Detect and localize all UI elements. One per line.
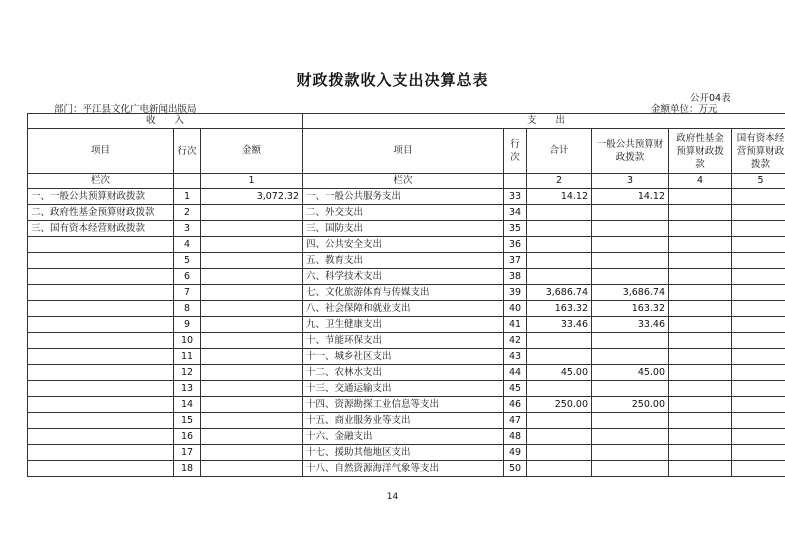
income-line-no: 2 — [174, 205, 201, 221]
expense-item: 十四、资源勘探工业信息等支出 — [303, 397, 504, 413]
expense-item: 四、公共安全支出 — [303, 237, 504, 253]
income-amount — [201, 333, 303, 349]
general-budget-amount — [592, 349, 669, 365]
income-line-no: 9 — [174, 317, 201, 333]
gov-fund-amount — [669, 413, 732, 429]
blank-cell — [174, 174, 201, 189]
gov-fund-header: 政府性基金预算财政拨款 — [669, 129, 732, 174]
fiscal-summary-table — [27, 113, 785, 477]
income-item — [28, 397, 174, 413]
expense-line-no: 50 — [504, 461, 527, 477]
total-amount — [527, 413, 592, 429]
income-amount — [201, 269, 303, 285]
income-line-no: 11 — [174, 349, 201, 365]
expense-line-no: 48 — [504, 429, 527, 445]
page-number: 14 — [386, 492, 399, 502]
income-item-header: 项目 — [28, 129, 174, 174]
table-row — [28, 397, 785, 413]
general-budget-amount: 33.46 — [592, 317, 669, 333]
gov-fund-amount — [669, 285, 732, 301]
expense-item: 三、国防支出 — [303, 221, 504, 237]
income-line-no: 3 — [174, 221, 201, 237]
state-capital-amount — [732, 317, 785, 333]
expense-line-no: 42 — [504, 333, 527, 349]
col-number-5: 5 — [732, 174, 785, 189]
income-line-no: 18 — [174, 461, 201, 477]
income-line-no: 12 — [174, 365, 201, 381]
expense-line-no: 49 — [504, 445, 527, 461]
income-item — [28, 285, 174, 301]
expense-line-no: 38 — [504, 269, 527, 285]
total-amount — [527, 461, 592, 477]
state-capital-amount — [732, 237, 785, 253]
state-capital-amount — [732, 397, 785, 413]
state-capital-amount — [732, 253, 785, 269]
income-amount: 3,072.32 — [201, 189, 303, 205]
total-amount — [527, 269, 592, 285]
blank-cell — [504, 174, 527, 189]
state-capital-amount — [732, 349, 785, 365]
total-amount — [527, 221, 592, 237]
income-item — [28, 349, 174, 365]
general-budget-amount: 3,686.74 — [592, 285, 669, 301]
state-capital-amount — [732, 381, 785, 397]
table-row — [28, 381, 785, 397]
state-capital-amount — [732, 189, 785, 205]
income-line-no: 6 — [174, 269, 201, 285]
income-line-no: 8 — [174, 301, 201, 317]
expense-item: 十、节能环保支出 — [303, 333, 504, 349]
income-line-no: 1 — [174, 189, 201, 205]
table-row — [28, 349, 785, 365]
expense-item: 五、教育支出 — [303, 253, 504, 269]
income-item — [28, 381, 174, 397]
total-amount: 163.32 — [527, 301, 592, 317]
expense-item: 十三、交通运输支出 — [303, 381, 504, 397]
state-capital-amount — [732, 301, 785, 317]
expense-item: 十五、商业服务业等支出 — [303, 413, 504, 429]
general-budget-amount — [592, 445, 669, 461]
state-capital-amount — [732, 445, 785, 461]
expense-item-header: 项目 — [303, 129, 504, 174]
income-amount-header: 金额 — [201, 129, 303, 174]
gov-fund-amount — [669, 189, 732, 205]
table-row — [28, 333, 785, 349]
gov-fund-amount — [669, 333, 732, 349]
income-item: 一、一般公共预算财政拨款 — [28, 189, 174, 205]
general-budget-amount — [592, 333, 669, 349]
expense-line-no: 45 — [504, 381, 527, 397]
expense-item: 八、社会保障和就业支出 — [303, 301, 504, 317]
income-item: 三、国有资本经营财政拨款 — [28, 221, 174, 237]
expense-line-no: 33 — [504, 189, 527, 205]
total-amount: 3,686.74 — [527, 285, 592, 301]
expense-item: 二、外交支出 — [303, 205, 504, 221]
total-amount — [527, 205, 592, 221]
total-amount — [527, 381, 592, 397]
table-row — [28, 413, 785, 429]
expense-line-no: 44 — [504, 365, 527, 381]
general-budget-amount — [592, 253, 669, 269]
gov-fund-amount — [669, 221, 732, 237]
expense-item: 十六、金融支出 — [303, 429, 504, 445]
gov-fund-amount — [669, 349, 732, 365]
table-row — [28, 189, 785, 205]
col-number-1: 1 — [201, 174, 303, 189]
table-row — [28, 285, 785, 301]
state-capital-amount — [732, 461, 785, 477]
expense-line-no: 47 — [504, 413, 527, 429]
income-amount — [201, 413, 303, 429]
gov-fund-amount — [669, 381, 732, 397]
income-line-no: 16 — [174, 429, 201, 445]
table-row — [28, 317, 785, 333]
total-header: 合计 — [527, 129, 592, 174]
table-row — [28, 429, 785, 445]
income-line-no: 17 — [174, 445, 201, 461]
gov-fund-amount — [669, 365, 732, 381]
unit-label: 金额单位：万元 — [651, 104, 718, 115]
expense-line-no: 46 — [504, 397, 527, 413]
expense-item: 十二、农林水支出 — [303, 365, 504, 381]
expense-line-no: 34 — [504, 205, 527, 221]
expense-item: 九、卫生健康支出 — [303, 317, 504, 333]
general-budget-amount — [592, 429, 669, 445]
total-amount — [527, 333, 592, 349]
form-code: 公开04表 — [690, 93, 731, 104]
col-number-2: 2 — [527, 174, 592, 189]
income-line-no: 15 — [174, 413, 201, 429]
income-amount — [201, 205, 303, 221]
table-body — [28, 189, 785, 477]
table-row — [28, 301, 785, 317]
expense-item: 十一、城乡社区支出 — [303, 349, 504, 365]
general-budget-amount — [592, 381, 669, 397]
income-amount — [201, 349, 303, 365]
general-budget-amount — [592, 205, 669, 221]
gov-fund-amount — [669, 317, 732, 333]
table-row — [28, 269, 785, 285]
income-amount — [201, 365, 303, 381]
state-capital-header: 国有资本经营预算财政拨款 — [732, 129, 785, 174]
income-amount — [201, 301, 303, 317]
gov-fund-amount — [669, 237, 732, 253]
state-capital-amount — [732, 269, 785, 285]
income-amount — [201, 253, 303, 269]
expense-line-no-header: 行次 — [504, 129, 527, 174]
general-budget-amount: 14.12 — [592, 189, 669, 205]
department-label: 部门：平江县文化广电新闻出版局 — [54, 104, 197, 115]
expense-col-label: 栏次 — [303, 174, 504, 189]
income-item — [28, 317, 174, 333]
income-item — [28, 253, 174, 269]
income-item — [28, 365, 174, 381]
table-row — [28, 253, 785, 269]
income-amount — [201, 237, 303, 253]
gov-fund-amount — [669, 429, 732, 445]
income-amount — [201, 397, 303, 413]
general-budget-amount: 45.00 — [592, 365, 669, 381]
state-capital-amount — [732, 205, 785, 221]
expense-item: 十八、自然资源海洋气象等支出 — [303, 461, 504, 477]
income-item — [28, 269, 174, 285]
income-item — [28, 461, 174, 477]
income-line-no: 14 — [174, 397, 201, 413]
general-budget-amount: 250.00 — [592, 397, 669, 413]
expense-item: 一、一般公共服务支出 — [303, 189, 504, 205]
gov-fund-amount — [669, 253, 732, 269]
expense-line-no: 43 — [504, 349, 527, 365]
table-row — [28, 237, 785, 253]
income-item: 二、政府性基金预算财政拨款 — [28, 205, 174, 221]
state-capital-amount — [732, 413, 785, 429]
total-amount: 14.12 — [527, 189, 592, 205]
income-section-header: 收 入 — [28, 114, 303, 129]
table-row — [28, 205, 785, 221]
expense-line-no: 40 — [504, 301, 527, 317]
income-amount — [201, 445, 303, 461]
expense-section-header: 支 出 — [303, 114, 785, 129]
total-amount: 250.00 — [527, 397, 592, 413]
total-amount — [527, 349, 592, 365]
income-amount — [201, 317, 303, 333]
gov-fund-amount — [669, 397, 732, 413]
gov-fund-amount — [669, 205, 732, 221]
expense-item: 七、文化旅游体育与传媒支出 — [303, 285, 504, 301]
total-amount: 33.46 — [527, 317, 592, 333]
expense-item: 十七、援助其他地区支出 — [303, 445, 504, 461]
expense-line-no: 37 — [504, 253, 527, 269]
table-row — [28, 445, 785, 461]
income-line-no: 4 — [174, 237, 201, 253]
gov-fund-amount — [669, 461, 732, 477]
table-row — [28, 461, 785, 477]
state-capital-amount — [732, 365, 785, 381]
total-amount — [527, 445, 592, 461]
income-item — [28, 429, 174, 445]
income-item — [28, 333, 174, 349]
general-budget-amount — [592, 237, 669, 253]
state-capital-amount — [732, 429, 785, 445]
gov-fund-amount — [669, 301, 732, 317]
expense-line-no: 35 — [504, 221, 527, 237]
income-item — [28, 301, 174, 317]
total-amount — [527, 429, 592, 445]
general-budget-header: 一般公共预算财政拨款 — [592, 129, 669, 174]
col-number-3: 3 — [592, 174, 669, 189]
expense-line-no: 41 — [504, 317, 527, 333]
total-amount — [527, 253, 592, 269]
income-line-no-header: 行次 — [174, 129, 201, 174]
general-budget-amount: 163.32 — [592, 301, 669, 317]
income-item — [28, 237, 174, 253]
income-line-no: 13 — [174, 381, 201, 397]
state-capital-amount — [732, 333, 785, 349]
income-col-label: 栏次 — [28, 174, 174, 189]
income-item — [28, 413, 174, 429]
income-item — [28, 445, 174, 461]
col-number-4: 4 — [669, 174, 732, 189]
expense-line-no: 39 — [504, 285, 527, 301]
state-capital-amount — [732, 221, 785, 237]
general-budget-amount — [592, 221, 669, 237]
table-row — [28, 221, 785, 237]
total-amount — [527, 237, 592, 253]
income-amount — [201, 285, 303, 301]
total-amount: 45.00 — [527, 365, 592, 381]
expense-item: 六、科学技术支出 — [303, 269, 504, 285]
income-amount — [201, 461, 303, 477]
expense-line-no: 36 — [504, 237, 527, 253]
income-line-no: 7 — [174, 285, 201, 301]
general-budget-amount — [592, 461, 669, 477]
general-budget-amount — [592, 413, 669, 429]
page-title: 财政拨款收入支出决算总表 — [296, 71, 489, 89]
gov-fund-amount — [669, 445, 732, 461]
income-line-no: 10 — [174, 333, 201, 349]
income-line-no: 5 — [174, 253, 201, 269]
state-capital-amount — [732, 285, 785, 301]
gov-fund-amount — [669, 269, 732, 285]
table-row — [28, 365, 785, 381]
income-amount — [201, 221, 303, 237]
general-budget-amount — [592, 269, 669, 285]
income-amount — [201, 381, 303, 397]
income-amount — [201, 429, 303, 445]
